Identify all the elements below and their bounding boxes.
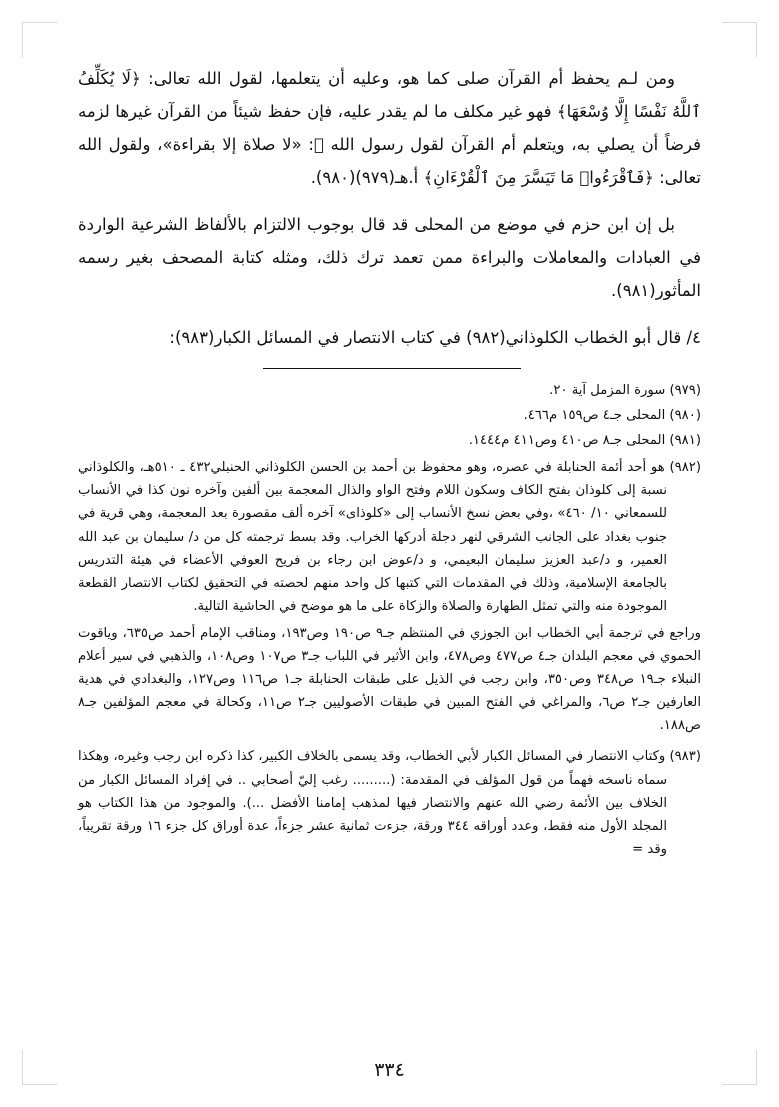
numbered-item-heading: ٤/ قال أبو الخطاب الكلوذاني(٩٨٢) في كتاب الانتصار في المسائل الكبار(٩٨٣): [169, 328, 701, 347]
footnote-982-paragraph-2: وراجع في ترجمة أبي الخطاب ابن الجوزي في المنتظم جـ٩ ص١٩٠ وص١٩٣، ومناقب الإمام أحمد ص٦٣٥، وياقوت الحموي في معجم البلدان جـ٤ ص٤٧٧ وص٤٧٨، وابن الأثير في اللباب جـ٣ ص١٠٧ وص١٠٨، والذهبي في سير أعلام النبلاء جـ١٩ ص٣٤٨ وص٣٥٠، وابن رجب في الذيل على طبقات الحنابلة جـ١ ص١١٦ وص١٢٧، والبغدادي في هدية العارفين جـ٢ ص٦، والمراغي في الفتح المبين في طبقات الأصوليين جـ٢ ص١١، وكحالة في معجم المؤلفين جـ٨ ص١٨٨. [78, 625, 702, 734]
footnote-979: (٩٧٩) سورة المزمل آية ٢٠. [549, 383, 701, 398]
page-corner-top-left [22, 22, 57, 57]
footnote-separator-rule [263, 368, 521, 369]
page-corner-top-right [722, 22, 757, 57]
footnote-983-paragraph-1: (٩٨٣) وكتاب الانتصار في المسائل الكبار لأبي الخطاب، وقد يسمى بالخلاف الكبير، كذا ذكره ابن رجب وغيره، وهكذا سماه ناسخه فهماً من قول المؤلف في المقدمة: (......... رغب إليّ أصحابي .. في إفراد المسائل الكبار من الخلاف بين الأئمة رضي الله عنهم والانتصار فيها لمذهب إمامنا الأفضل ...). والموجود من هذا الكتاب هو المجلد الأول منه فقط، وعدد أوراقه ٣٤٤ ورقة، جزءت ثمانية عشر جزءاً، عدة أوراق كل جزء ١٦ ورقة تقريباً، وقد = [78, 749, 701, 857]
footnote-980: (٩٨٠) المحلى جـ٤ ص١٥٩ م٤٦٦. [523, 408, 701, 424]
footnotes-section [78, 379, 701, 861]
footnote-981: (٩٨١) المحلى جـ٨ ص٤١٠ وص٤١١ م١٤٤٤. [468, 433, 701, 449]
page-content [78, 62, 701, 1067]
body-paragraph-1: ومن لـم يحفظ أم القرآن صلى كما هو، وعليه أن يتعلمها، لقول الله تعالى: ﴿لَا يُكَلِّفُ ٱللَّهُ نَفْسًا إِلَّا وُسْعَهَا﴾ فهو غير مكلف ما لم يقدر عليه، فإن حفظ شيئاً من القرآن غيرها لزمه فرضاً أن يصلي به، ويتعلم أم القرآن لقول رسول الله ﷺ: «لا صلاة إلا بقراءة»، ولقول الله تعالى: ﴿فَٱقْرَءُوا۟ مَا تَيَسَّرَ مِنَ ٱلْقُرْءَانِ﴾ أ.هـ(٩٧٩)(٩٨٠). [78, 69, 701, 187]
footnote-983 [78, 745, 701, 860]
footnote-982-paragraph-1: (٩٨٢) هو أحد أئمة الحنابلة في عصره، وهو محفوظ بن أحمد بن الحسن الكلوذاني الحنبلي٤٣٢ ـ ٥١٠هـ، والكلوذاني نسبة إلى كلوذان بفتح الكاف وسكون اللام وفتح الواو والذال المعجمة بين ألفين وآخره نون كذا في الأنساب للسمعاني ١٠/ ٤٦٠» ،وفي بعض نسخ الأنساب إلى «كلوذاى» آخره ألف مقصورة بعد المعجمة، وهي قرية في جنوب بغداد على الجانب الشرقي لنهر دجلة أدركها الخراب. وقد بسط ترجمته كل من د/ سليمان بن عبد الله العمير، و د/عبد العزيز سليمان البعيمي، و د/عوض ابن رجاء بن فريح العوفي الأعضاء في هيئة التدريس بالجامعة الإسلامية، وذلك في المقدمات التي كتبها كل واحد منهم لحصته في التحقيق لكتاب الانتصار القطعة الموجودة منه والتي تمثل الطهارة والصلاة والزكاة على ما هو موضح في الحاشية التالية. [78, 460, 702, 614]
body-paragraph-2: بل إن ابن حزم في موضع من المحلى قد قال بوجوب الالتزام بالألفاظ الشرعية الواردة في العبادات والمعاملات والبراءة ممن تعمد ترك ذلك، ومثله كتابة المصحف بغير رسمه المأثور(٩٨١). [78, 215, 701, 300]
page-number: ٣٣٤ [374, 1059, 405, 1081]
footnote-982 [78, 456, 701, 737]
